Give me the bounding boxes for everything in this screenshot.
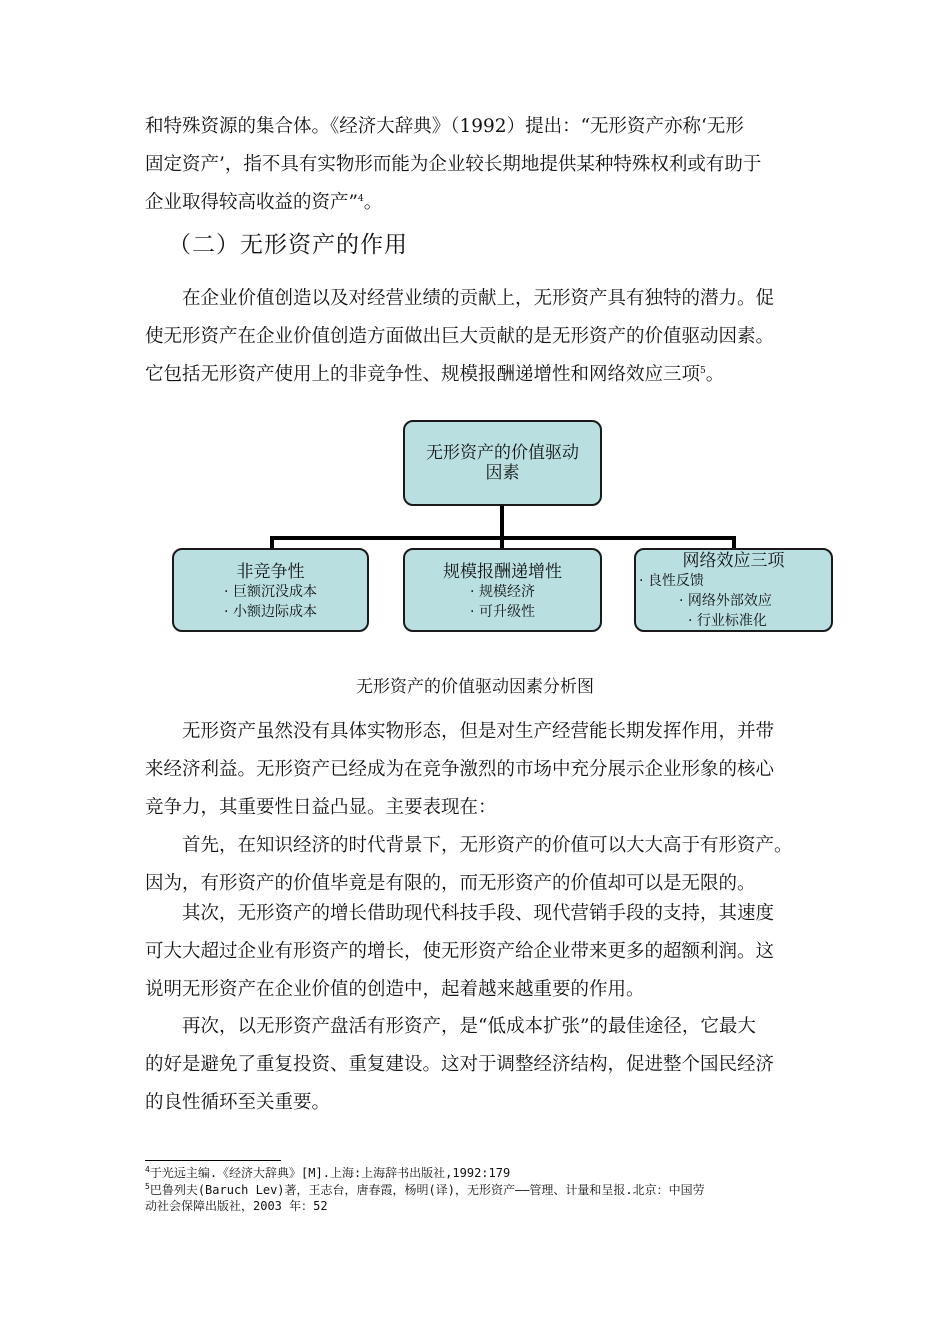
paragraph-line: 因为，有形资产的价值毕竟是有限的，而无形资产的价值却可以是无限的。 (145, 873, 756, 894)
footnote-ref[interactable]: 5 (700, 365, 706, 376)
paragraph-line: 其次，无形资产的增长借助现代科技手段、现代营销手段的支持，其速度 (182, 903, 775, 924)
paragraph-4 (145, 827, 810, 903)
paragraph-line: 首先，在知识经济的时代背景下，无形资产的价值可以大大高于有形资产。 (182, 835, 793, 856)
paragraph-line: 使无形资产在企业价值创造方面做出巨大贡献的是无形资产的价值驱动因素。 (145, 326, 775, 347)
box-title: 网络效应三项 (682, 551, 785, 571)
section-heading: （二）无形资产的作用 (168, 232, 408, 258)
box-bullet: · 小额边际成本 (224, 604, 317, 620)
paragraph-line: 无形资产虽然没有具体实物形态，但是对生产经营能长期发挥作用，并带 (182, 721, 775, 742)
paragraph-line: 和特殊资源的集合体。《经济大辞典》（1992）提出：“无形资产亦称‘无形 (145, 116, 744, 137)
footnote-text: 巴鲁列夫(Baruch Lev)著，王志台，唐春霞，杨明(译)，无形资产——管理、计量和呈报.北京：中国劳 (149, 1183, 705, 1197)
paragraph-3 (145, 713, 810, 827)
box-title: 非竞争性 (236, 562, 305, 582)
paragraph-tail: 。 (363, 192, 383, 213)
footnote-text: 于光远主编.《经济大辞典》[M].上海:上海辞书出版社,1992:179 (149, 1166, 511, 1180)
root-line-2: 因素 (485, 463, 520, 483)
footnote-5 (145, 1182, 815, 1214)
box-bullet: · 行业标准化 (688, 613, 767, 629)
root-line-1: 无形资产的价值驱动 (426, 443, 579, 463)
box-bullet: · 巨额沉没成本 (224, 584, 317, 600)
footnote-4 (145, 1165, 815, 1181)
paragraph-5 (145, 895, 810, 1009)
footnote-divider (145, 1160, 281, 1161)
paragraph-6 (145, 1008, 810, 1122)
paragraph-line: 再次，以无形资产盘活有形资产，是“低成本扩张”的最佳途径，它最大 (182, 1016, 756, 1037)
paragraph-line: 的良性循环至关重要。 (145, 1092, 331, 1113)
paragraph-line: 可大大超过企业有形资产的增长，使无形资产给企业带来更多的超额利润。这 (145, 941, 775, 962)
paragraph-2 (145, 280, 810, 394)
paragraph-text: 它包括无形资产使用上的非竞争性、规模报酬递增性和网络效应三项 (145, 364, 701, 385)
footnote-number: 4 (145, 1165, 150, 1174)
paragraph-text: 企业取得较高收益的资产” (145, 192, 358, 213)
paragraph-line: 固定资产’，指不具有实物形而能为企业较长期地提供某种特殊权利或有助于 (145, 154, 762, 175)
paragraph-line: 在企业价值创造以及对经营业绩的贡献上，无形资产具有独特的潜力。促 (182, 288, 775, 309)
diagram-box-increasing-returns (403, 548, 602, 632)
box-bullet: · 可升级性 (470, 604, 535, 620)
box-bullet: · 良性反馈 (639, 573, 704, 589)
footnote-text: 动社会保障出版社，2003 年：52 (145, 1199, 328, 1213)
paragraph-line (145, 356, 810, 394)
diagram-root-box (403, 420, 602, 506)
figure-caption: 无形资产的价值驱动因素分析图 (356, 677, 594, 697)
paragraph-line: 的好是避免了重复投资、重复建设。这对于调整经济结构，促进整个国民经济 (145, 1054, 775, 1075)
footnote-ref[interactable]: 4 (357, 193, 364, 204)
paragraph-1 (145, 108, 810, 222)
diagram-box-non-rivalry (172, 548, 369, 632)
connector-vertical (500, 506, 504, 538)
box-bullet: · 规模经济 (470, 584, 535, 600)
footnote-number: 5 (145, 1182, 150, 1191)
paragraph-line: 来经济利益。无形资产已经成为在竞争激烈的市场中充分展示企业形象的核心 (145, 759, 775, 780)
paragraph-line (145, 184, 810, 222)
paragraph-line: 竞争力，其重要性日益凸显。主要表现在： (145, 797, 497, 818)
diagram-box-network-effects (634, 548, 833, 632)
box-bullet: · 网络外部效应 (679, 593, 772, 609)
paragraph-line: 说明无形资产在企业价值的创造中，起着越来越重要的作用。 (145, 979, 645, 1000)
paragraph-tail: 。 (705, 364, 725, 385)
box-title: 规模报酬递增性 (443, 562, 562, 582)
